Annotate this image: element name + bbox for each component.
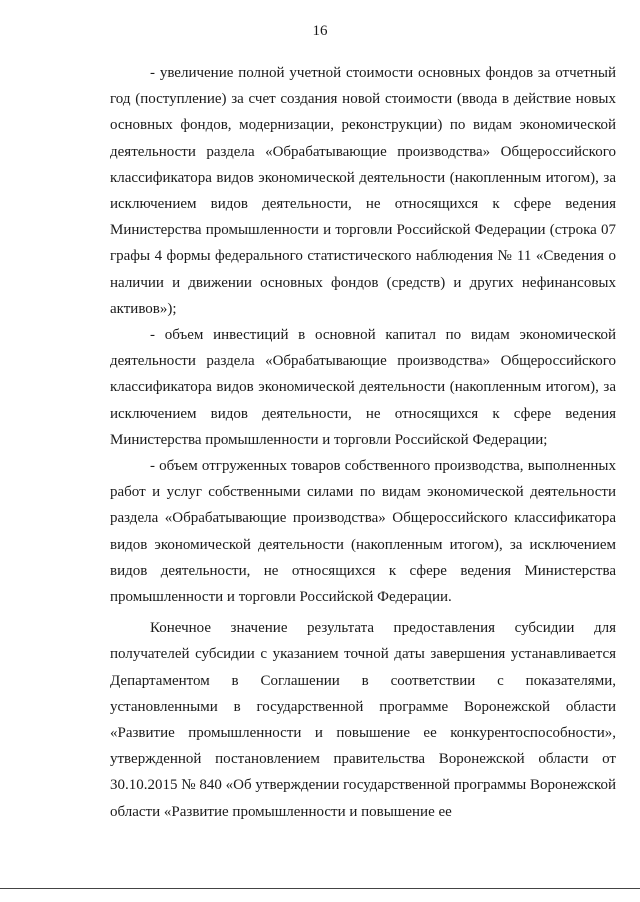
paragraph-fixed-assets-increase: - увеличение полной учетной стоимости основных фондов за отчетный год (поступление) за счет создания новой стоимости (ввода в действие новых основных фондов, модернизации, реконструкции) по видам экономической деятельности раздела «Обрабатывающие производства» Общероссийского классификатора видов экономической деятельности (накопленным итогом), за исключением видов деятельности, не относящихся к сфере ведения Министерства промышленности и торговли Российской Федерации (строка 07 графы 4 формы федерального статистического наблюдения № 11 «Сведения о наличии и движении основных фондов (средств) и других нефинансовых активов»);	[110, 65, 616, 317]
bottom-divider	[0, 888, 640, 889]
page-number: 16	[312, 23, 328, 39]
paragraph-final-result-value: Конечное значение результата предоставления субсидии для получателей субсидии с указанием точной даты завершения устанавливается Департаментом в Соглашении в соответствии с показателями, установленными в государственной программе Воронежской области «Развитие промышленности и повышение ее конкурентоспособности», утвержденной постановлением правительства Воронежской области от 30.10.2015 № 840 «Об утверждении государственной программы Воронежской области «Развитие промышленности и повышение ее	[110, 620, 616, 820]
paragraph-investment-volume: - объем инвестиций в основной капитал по видам экономической деятельности раздела «Обрабатывающие производства» Общероссийского классификатора видов экономической деятельности (накопленным итогом), за исключением видов деятельности, не относящихся к сфере ведения Министерства промышленности и торговли Российской Федерации;	[110, 327, 616, 448]
document-body	[110, 60, 616, 825]
paragraph-shipped-goods-volume: - объем отгруженных товаров собственного производства, выполненных работ и услуг собственными силами по видам экономической деятельности раздела «Обрабатывающие производства» Общероссийского классификатора видов экономической деятельности (накопленным итогом), за исключением видов деятельности, не относящихся к сфере ведения Министерства промышленности и торговли Российской Федерации.	[110, 458, 616, 606]
